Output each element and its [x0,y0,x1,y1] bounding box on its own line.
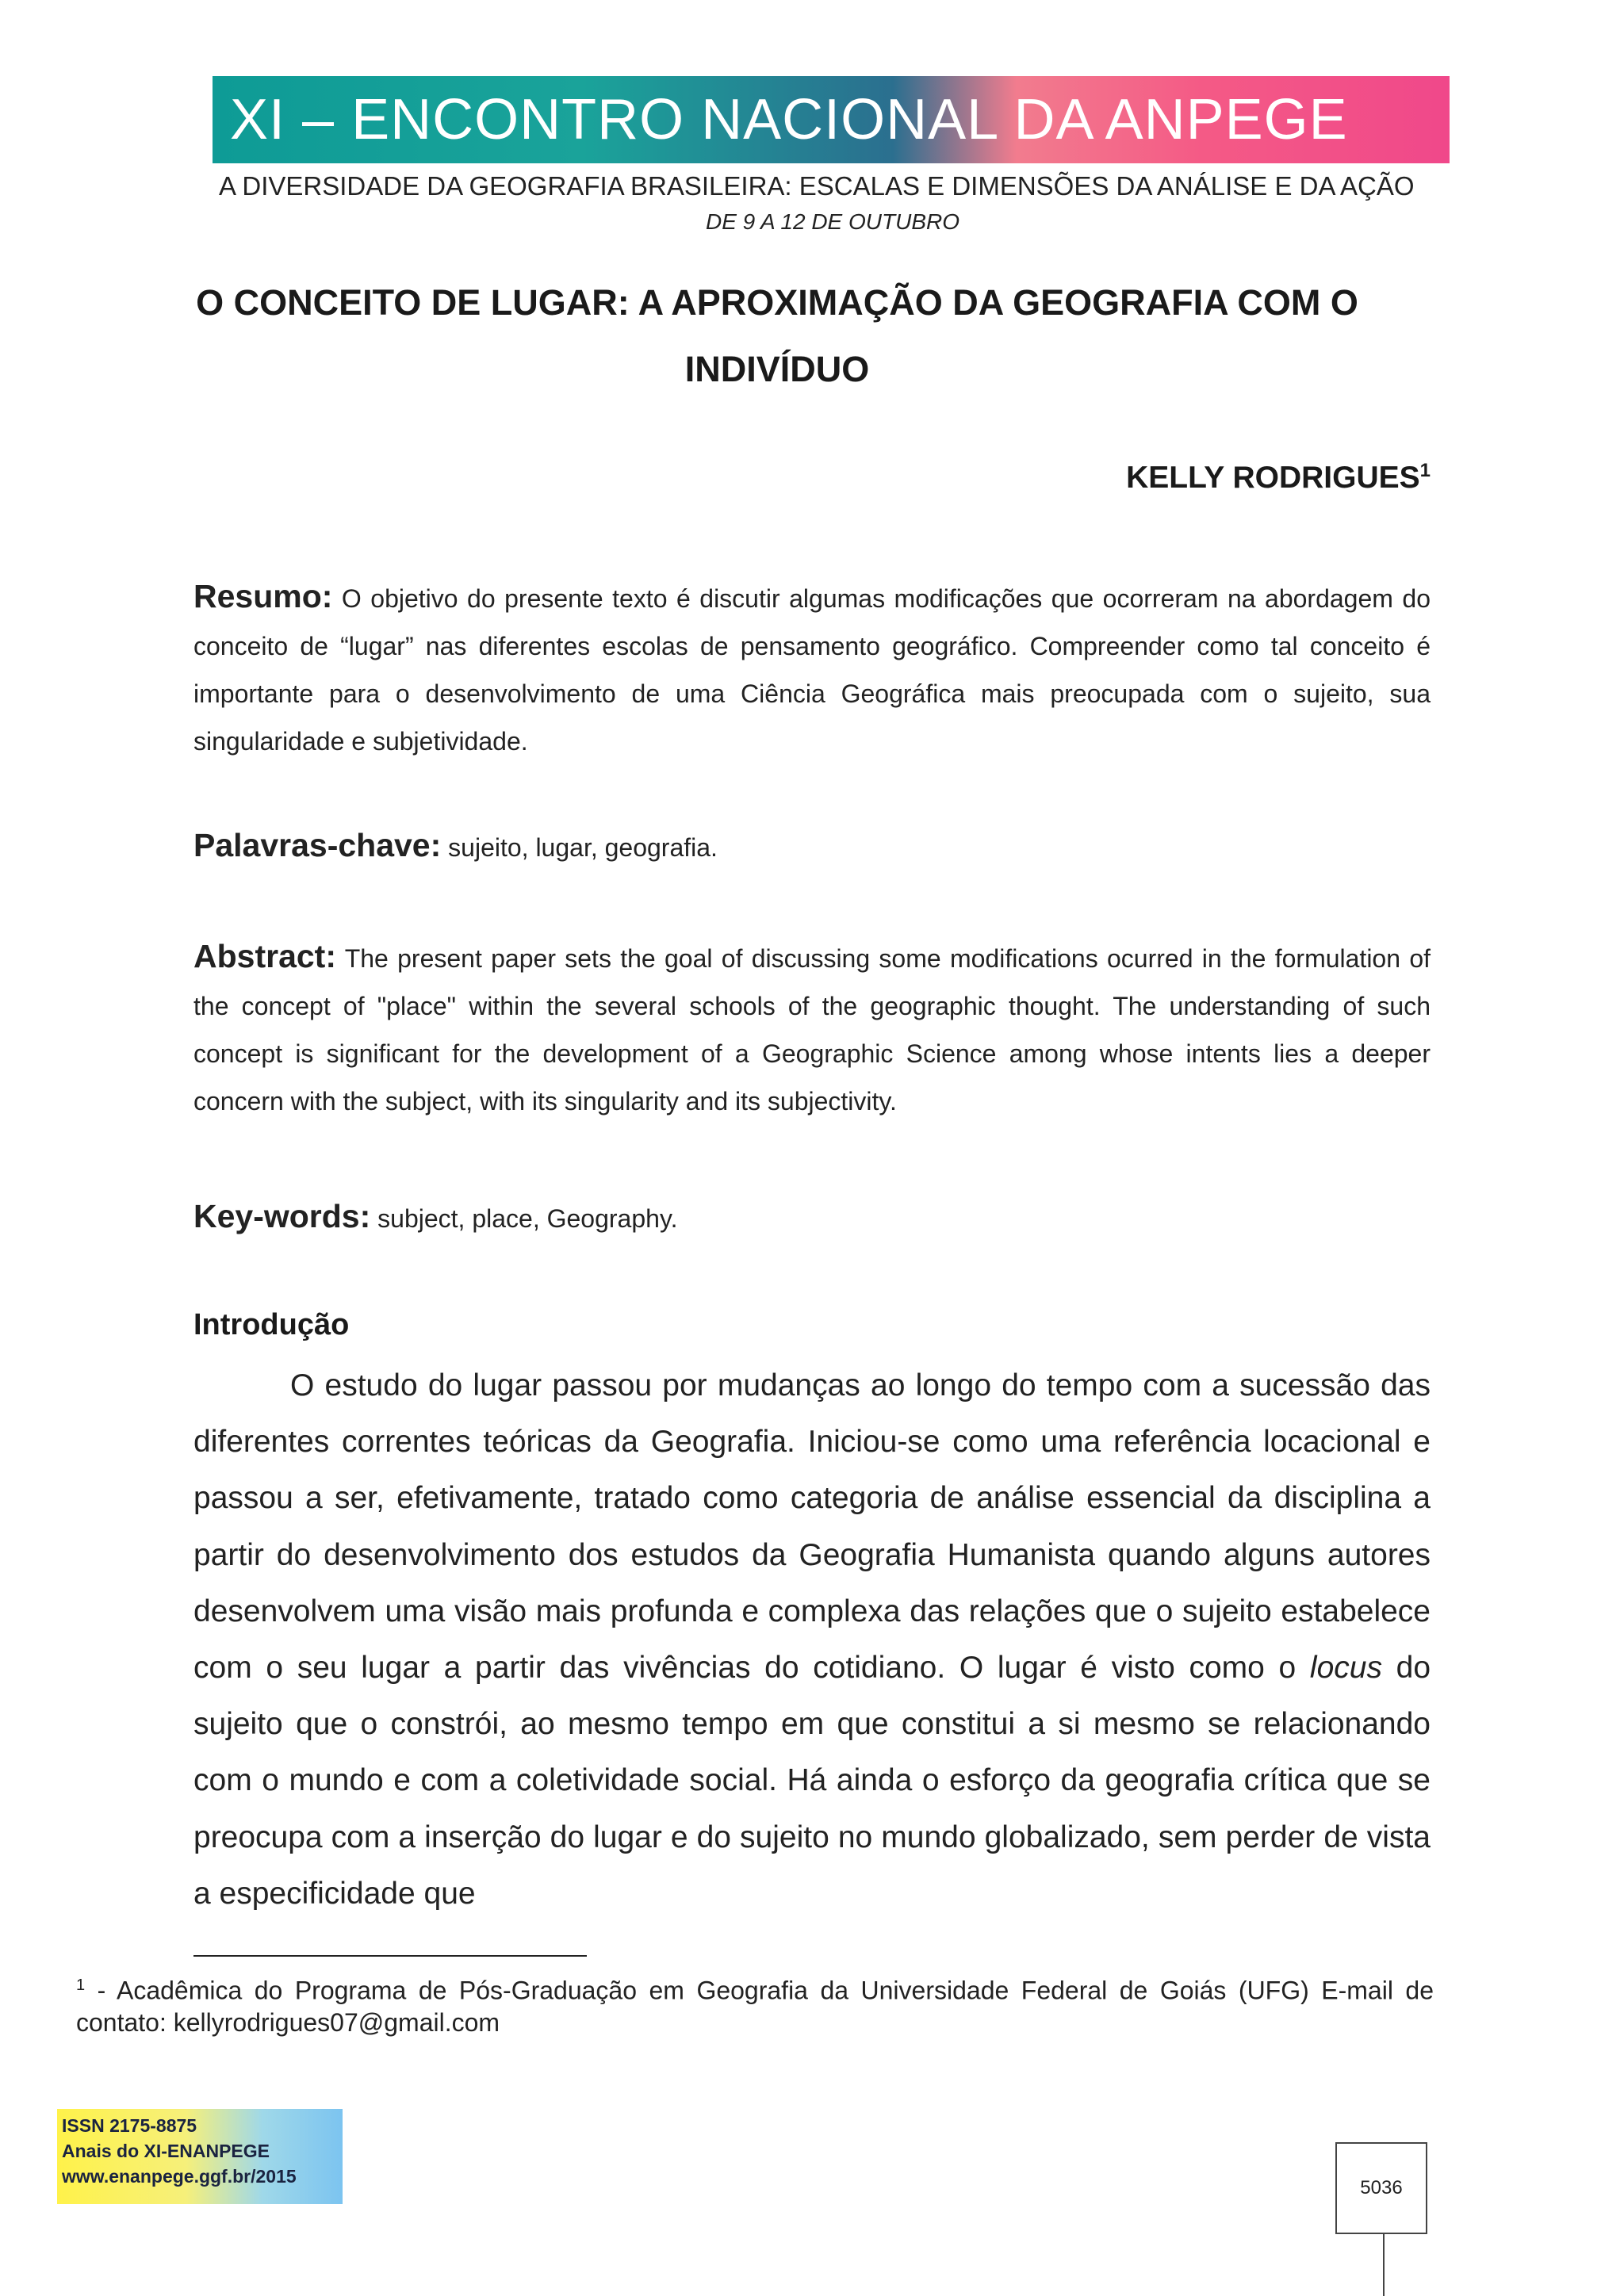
introduction-body [193,1357,1431,1922]
keywords-block [193,1192,1431,1242]
abstract-label: Abstract: [193,938,336,974]
keywords-text: subject, place, Geography. [370,1204,678,1233]
paper-title: O CONCEITO DE LUGAR: A APROXIMAÇÃO DA GEOGRAFIA COM O INDIVÍDUO [196,282,1358,389]
footnote-mark: 1 [1419,460,1431,481]
palavras-chave-label: Palavras-chave: [193,827,442,863]
abstract-block [193,932,1431,1125]
issn-number: ISSN 2175-8875 [62,2115,197,2136]
footnote-number: 1 [76,1976,86,1994]
conference-banner [213,76,1450,163]
abstract-text: The present paper sets the goal of discussing some modifications ocurred in the formulation of the concept of "place" within the several schools of the geographic thought. The understanding of such concept is significant for the development of a Geographic Science among whose intents lies a deeper concern with the subject, with its singularity and its subjectivity. [193,944,1431,1115]
resumo-text: O objetivo do presente texto é discutir algumas modificações que ocorreram na abordagem do conceito de “lugar” nas diferentes escolas de pensamento geográfico. Compreender como tal conceito é importante para o desenvolvimento de uma Ciência Geográfica mais preocupada com o sujeito, sua singularidade e subjetividade. [193,584,1431,756]
resumo-block [193,572,1431,765]
page-number: 5036 [1360,2177,1403,2198]
introduction-paragraph: O estudo do lugar passou por mudanças ao longo do tempo com a sucessão das diferentes correntes teóricas da Geografia. Iniciou-se como uma referência locacional e passou a ser, efetivamente, tratado como categoria de análise essencial da disciplina a partir do desenvolvimento dos estudos da Geografia Humanista quando alguns autores desenvolvem uma visão mais profunda e complexa das relações que o sujeito estabelece com o seu lugar a partir das vivências do cotidiano. O lugar é visto como o locus do sujeito que o constrói, ao mesmo tempo em que constitui a si mesmo se relacionando com o mundo e com a coletividade social. Há ainda o esforço da geografia crítica que se preocupa com a inserção do lugar e do sujeito no mundo globalizado, sem perder de vista a especificidade que [193,1368,1431,1911]
conference-subtitle: A DIVERSIDADE DA GEOGRAFIA BRASILEIRA: ESCALAS E DIMENSÕES DA ANÁLISE E DA AÇÃO [219,171,1415,201]
resumo-label: Resumo: [193,578,333,614]
page-number-box [1335,2142,1427,2234]
footnote [76,1969,1434,2038]
anais-label: Anais do XI-ENANPEGE [62,2141,270,2161]
footnote-text: - Acadêmica do Programa de Pós-Graduação em Geografia da Universidade Federal de Goiás (UFG) E-mail de contato: kellyrodrigues07@gmail.com [76,1976,1434,2037]
conference-dates: DE 9 A 12 DE OUTUBRO [705,209,959,234]
palavras-chave-text: sujeito, lugar, geografia. [441,833,718,862]
banner-title: XI – ENCONTRO NACIONAL DA ANPEGE [230,88,1348,151]
introduction-heading: Introdução [193,1308,350,1341]
locus-term: locus [1309,1651,1382,1686]
page-number-stem [1383,2234,1385,2296]
footnote-divider [193,1955,587,1957]
palavras-chave-block [193,821,1431,871]
issn-badge [57,2109,343,2204]
keywords-label: Key-words: [193,1198,371,1234]
enanpege-site: www.enanpege.ggf.br/2015 [62,2166,297,2187]
author-name: KELLY RODRIGUES$^1$ [1126,460,1431,495]
